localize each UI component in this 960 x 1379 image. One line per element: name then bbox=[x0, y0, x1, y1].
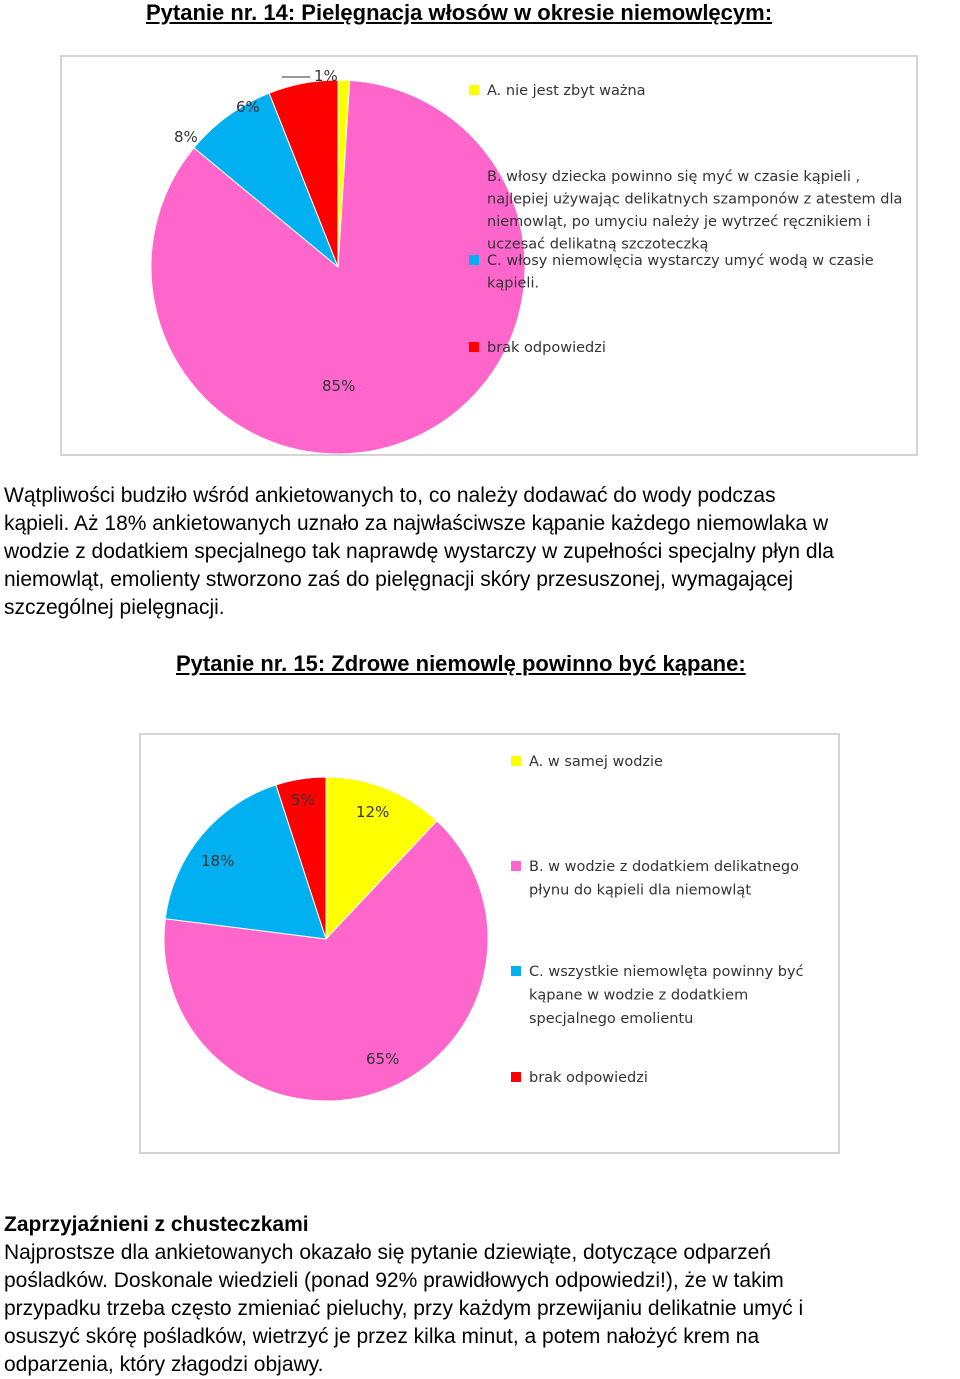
legend-entry-text: uczesać delikatną szczoteczką bbox=[487, 236, 709, 253]
pie-data-label: 85% bbox=[322, 377, 356, 395]
legend-entry-text: specjalnego emolientu bbox=[529, 1011, 694, 1027]
pie-chart-q14-canvas bbox=[62, 57, 916, 454]
paragraph-line: Wątpliwości budziło wśród ankietowanych to, co należy dodawać do wody podczas bbox=[4, 484, 776, 507]
pie-data-label: 5% bbox=[291, 791, 315, 809]
legend-swatch bbox=[469, 85, 479, 95]
pie-data-label: 18% bbox=[201, 852, 235, 870]
pie-data-label: 1% bbox=[314, 67, 338, 85]
legend-entry-text: płynu do kąpieli dla niemowląt bbox=[529, 882, 752, 899]
legend-swatch bbox=[511, 966, 521, 976]
legend-swatch bbox=[469, 171, 479, 181]
legend-entry-text: A. w samej wodzie bbox=[529, 754, 663, 770]
pie-chart-q15-canvas bbox=[141, 735, 838, 1152]
legend-swatch bbox=[511, 861, 521, 871]
question-14-heading: Pytanie nr. 14: Pielęgnacja włosów w okresie niemowlęcym: bbox=[146, 0, 773, 25]
legend-swatch bbox=[469, 255, 479, 265]
paragraph-diaper-rash bbox=[4, 1239, 960, 1379]
question-15-heading: Pytanie nr. 15: Zdrowe niemowlę powinno być kąpane: bbox=[176, 651, 746, 676]
paragraph-line: osuszyć skórę pośladków, wietrzyć je przez kilka minut, a potem nałożyć krem na bbox=[4, 1325, 760, 1348]
legend-entry-text: C. wszystkie niemowlęta powinny być bbox=[529, 964, 804, 980]
pie-data-label: 6% bbox=[236, 98, 260, 116]
pie-data-label: 8% bbox=[174, 128, 198, 146]
legend-swatch bbox=[511, 756, 521, 766]
legend-entry-text: A. nie jest zbyt ważna bbox=[487, 83, 646, 99]
paragraph-line: niemowląt, emolienty stworzono zaś do pielęgnacji skóry przesuszonej, wymagającej bbox=[4, 568, 794, 591]
pie-data-label: 65% bbox=[366, 1050, 400, 1068]
legend-entry-text: niemowląt, po umyciu należy je wytrzeć ręcznikiem i bbox=[487, 214, 871, 230]
pie-chart-q15 bbox=[139, 733, 840, 1154]
paragraph-line: szczególnej pielęgnacji. bbox=[4, 596, 225, 619]
paragraph-line: Najprostsze dla ankietowanych okazało się pytanie dziewiąte, dotyczące odparzeń bbox=[4, 1241, 771, 1264]
paragraph-line: odparzenia, który złagodzi objawy. bbox=[4, 1353, 324, 1376]
legend-entry-text: brak odpowiedzi bbox=[487, 340, 606, 356]
legend-entry-text: B. w wodzie z dodatkiem delikatnego bbox=[529, 859, 799, 875]
paragraph-additives bbox=[4, 482, 960, 622]
pie-chart-q14 bbox=[60, 55, 918, 456]
paragraph-line: pośladków. Doskonale wiedzieli (ponad 92% prawidłowych odpowiedzi!), że w takim bbox=[4, 1269, 784, 1292]
legend-entry-text: C. włosy niemowlęcia wystarczy umyć wodą w czasie bbox=[487, 253, 874, 269]
legend-swatch bbox=[511, 1072, 521, 1082]
paragraph-line: przypadku trzeba często zmieniać pieluchy, przy każdym przewijaniu delikatnie umyć i bbox=[4, 1297, 804, 1320]
pie-data-label: 12% bbox=[356, 803, 390, 821]
legend-swatch bbox=[469, 342, 479, 352]
paragraph-line: wodzie z dodatkiem specjalnego tak naprawdę wystarczy w zupełności specjalny płyn dla bbox=[4, 540, 834, 563]
legend-entry-text: brak odpowiedzi bbox=[529, 1070, 648, 1086]
section-title: Zaprzyjaźnieni z chusteczkami bbox=[4, 1213, 309, 1236]
paragraph-line: kąpieli. Aż 18% ankietowanych uznało za najwłaściwsze kąpanie każdego niemowlaka w bbox=[4, 512, 829, 535]
legend-entry-text: B. włosy dziecka powinno się myć w czasie kąpieli , bbox=[487, 169, 861, 185]
legend-entry-text: kąpieli. bbox=[487, 275, 540, 292]
legend-entry-text: kąpane w wodzie z dodatkiem bbox=[529, 987, 749, 1004]
legend-entry-text: najlepiej używając delikatnych szamponów z atestem dla bbox=[487, 191, 903, 208]
